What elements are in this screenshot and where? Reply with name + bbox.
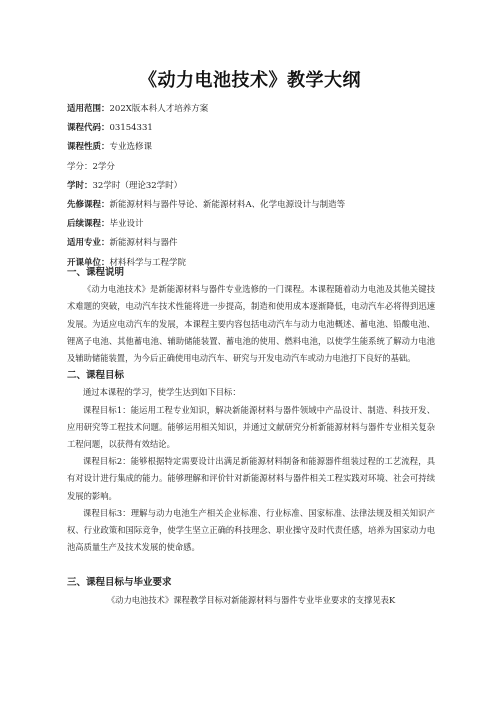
meta-row-follow-up xyxy=(67,215,447,234)
meta-row-credits xyxy=(67,158,447,177)
course-description-paragraph: 《动力电池技术》是新能源材料与器件专业选修的一门课程。本课程随着动力电池及其他关键技术难题的突破，电动汽车技术性能将进一步提高，制造和使用成本逐渐降低，电动汽车必将得到迅速发展。为适应电动汽车的发展，本课程主要内容包括电动汽车与动力电池概述、蓄电池、铅酸电池、锂离子电池、其他蓄电池、辅助储能装置、蓄电池的使用、燃料电池，以使学生能系统了解动力电池及辅助储能装置，为今后正确使用电动汽车、研究与开发电动汽车或动力电池打下良好的基础。 xyxy=(67,284,435,363)
meta-label-credits: 学分： xyxy=(67,161,93,172)
objective-3-paragraph: 课程目标3：理解与动力电池生产相关企业标准、行业标准、国家标准、法律法规及相关知识产权、行业政策和国际竞争，使学生坚立正确的科技理念、职业操守及时代责任感，培养为国家动力电池高质量生产及技术发展的使命感。 xyxy=(67,507,435,553)
meta-row-prerequisites xyxy=(67,196,447,215)
meta-label-scope: 适用范围： xyxy=(67,104,110,114)
objective-2-paragraph: 课程目标2：能够根据特定需要设计出满足新能源材料制备和能源器件组装过程的工艺流程，具有对设计进行集成的能力。能够理解和评价针对新能源材料与器件相关工程实践对环境、社会可持续发展的影响。 xyxy=(67,456,435,501)
meta-value-course-code: 03154331 xyxy=(109,123,153,134)
meta-label-course-type: 课程性质： xyxy=(67,142,110,153)
meta-value-follow-up: 毕业设计 xyxy=(109,219,144,230)
section-heading-course-objectives: 二、课程目标 xyxy=(67,370,125,382)
meta-value-prerequisites: 新能源材料与器件导论、新能源材料A、化学电源设计与制造等 xyxy=(109,199,346,210)
meta-label-course-code: 课程代码： xyxy=(67,123,110,134)
document-body xyxy=(67,264,435,609)
meta-value-department: 材料科学与工程学院 xyxy=(109,257,187,268)
document-title: 《动力电池技术》教学大纲 xyxy=(139,70,361,91)
meta-row-course-code xyxy=(67,119,447,138)
meta-row-course-type xyxy=(67,138,447,157)
meta-value-course-type: 专业选修课 xyxy=(109,142,153,153)
objective-1-paragraph: 课程目标1：能运用工程专业知识，解决新能源材料与器件领域中产品设计、制造、科技开发、应用研究等工程技术问题。能够运用相关知识，并通过文献研究分析新能源材料与器件专业相关复杂工程问题，以获得有效结论。 xyxy=(67,404,435,449)
meta-row-scope xyxy=(67,100,447,119)
meta-label-hours: 学时： xyxy=(67,180,93,191)
meta-value-hours: 32学时（理论32学时） xyxy=(92,180,183,191)
meta-label-department: 开课单位： xyxy=(67,257,110,268)
meta-row-hours xyxy=(67,177,447,196)
support-table-reference: 《动力电池技术》课程教学目标对新能源材料与器件专业毕业要求的支撑见表K xyxy=(106,594,396,605)
meta-value-scope: 202X版本科人才培养方案 xyxy=(109,104,209,114)
meta-row-major xyxy=(67,234,447,253)
meta-label-follow-up: 后续课程： xyxy=(67,219,110,230)
course-meta-block xyxy=(67,100,447,273)
objectives-intro-paragraph: 通过本课程的学习，使学生达到如下目标： xyxy=(83,387,241,398)
meta-value-credits: 2学分 xyxy=(92,161,115,172)
meta-value-major: 新能源材料与器件 xyxy=(109,238,178,249)
meta-label-prerequisites: 先修课程： xyxy=(67,199,110,210)
meta-label-major: 适用专业： xyxy=(67,238,110,249)
section-heading-course-description: 一、课程说明 xyxy=(67,267,125,278)
section-spacer xyxy=(67,556,435,574)
section-heading-objectives-requirements: 三、课程目标与毕业要求 xyxy=(67,577,172,589)
